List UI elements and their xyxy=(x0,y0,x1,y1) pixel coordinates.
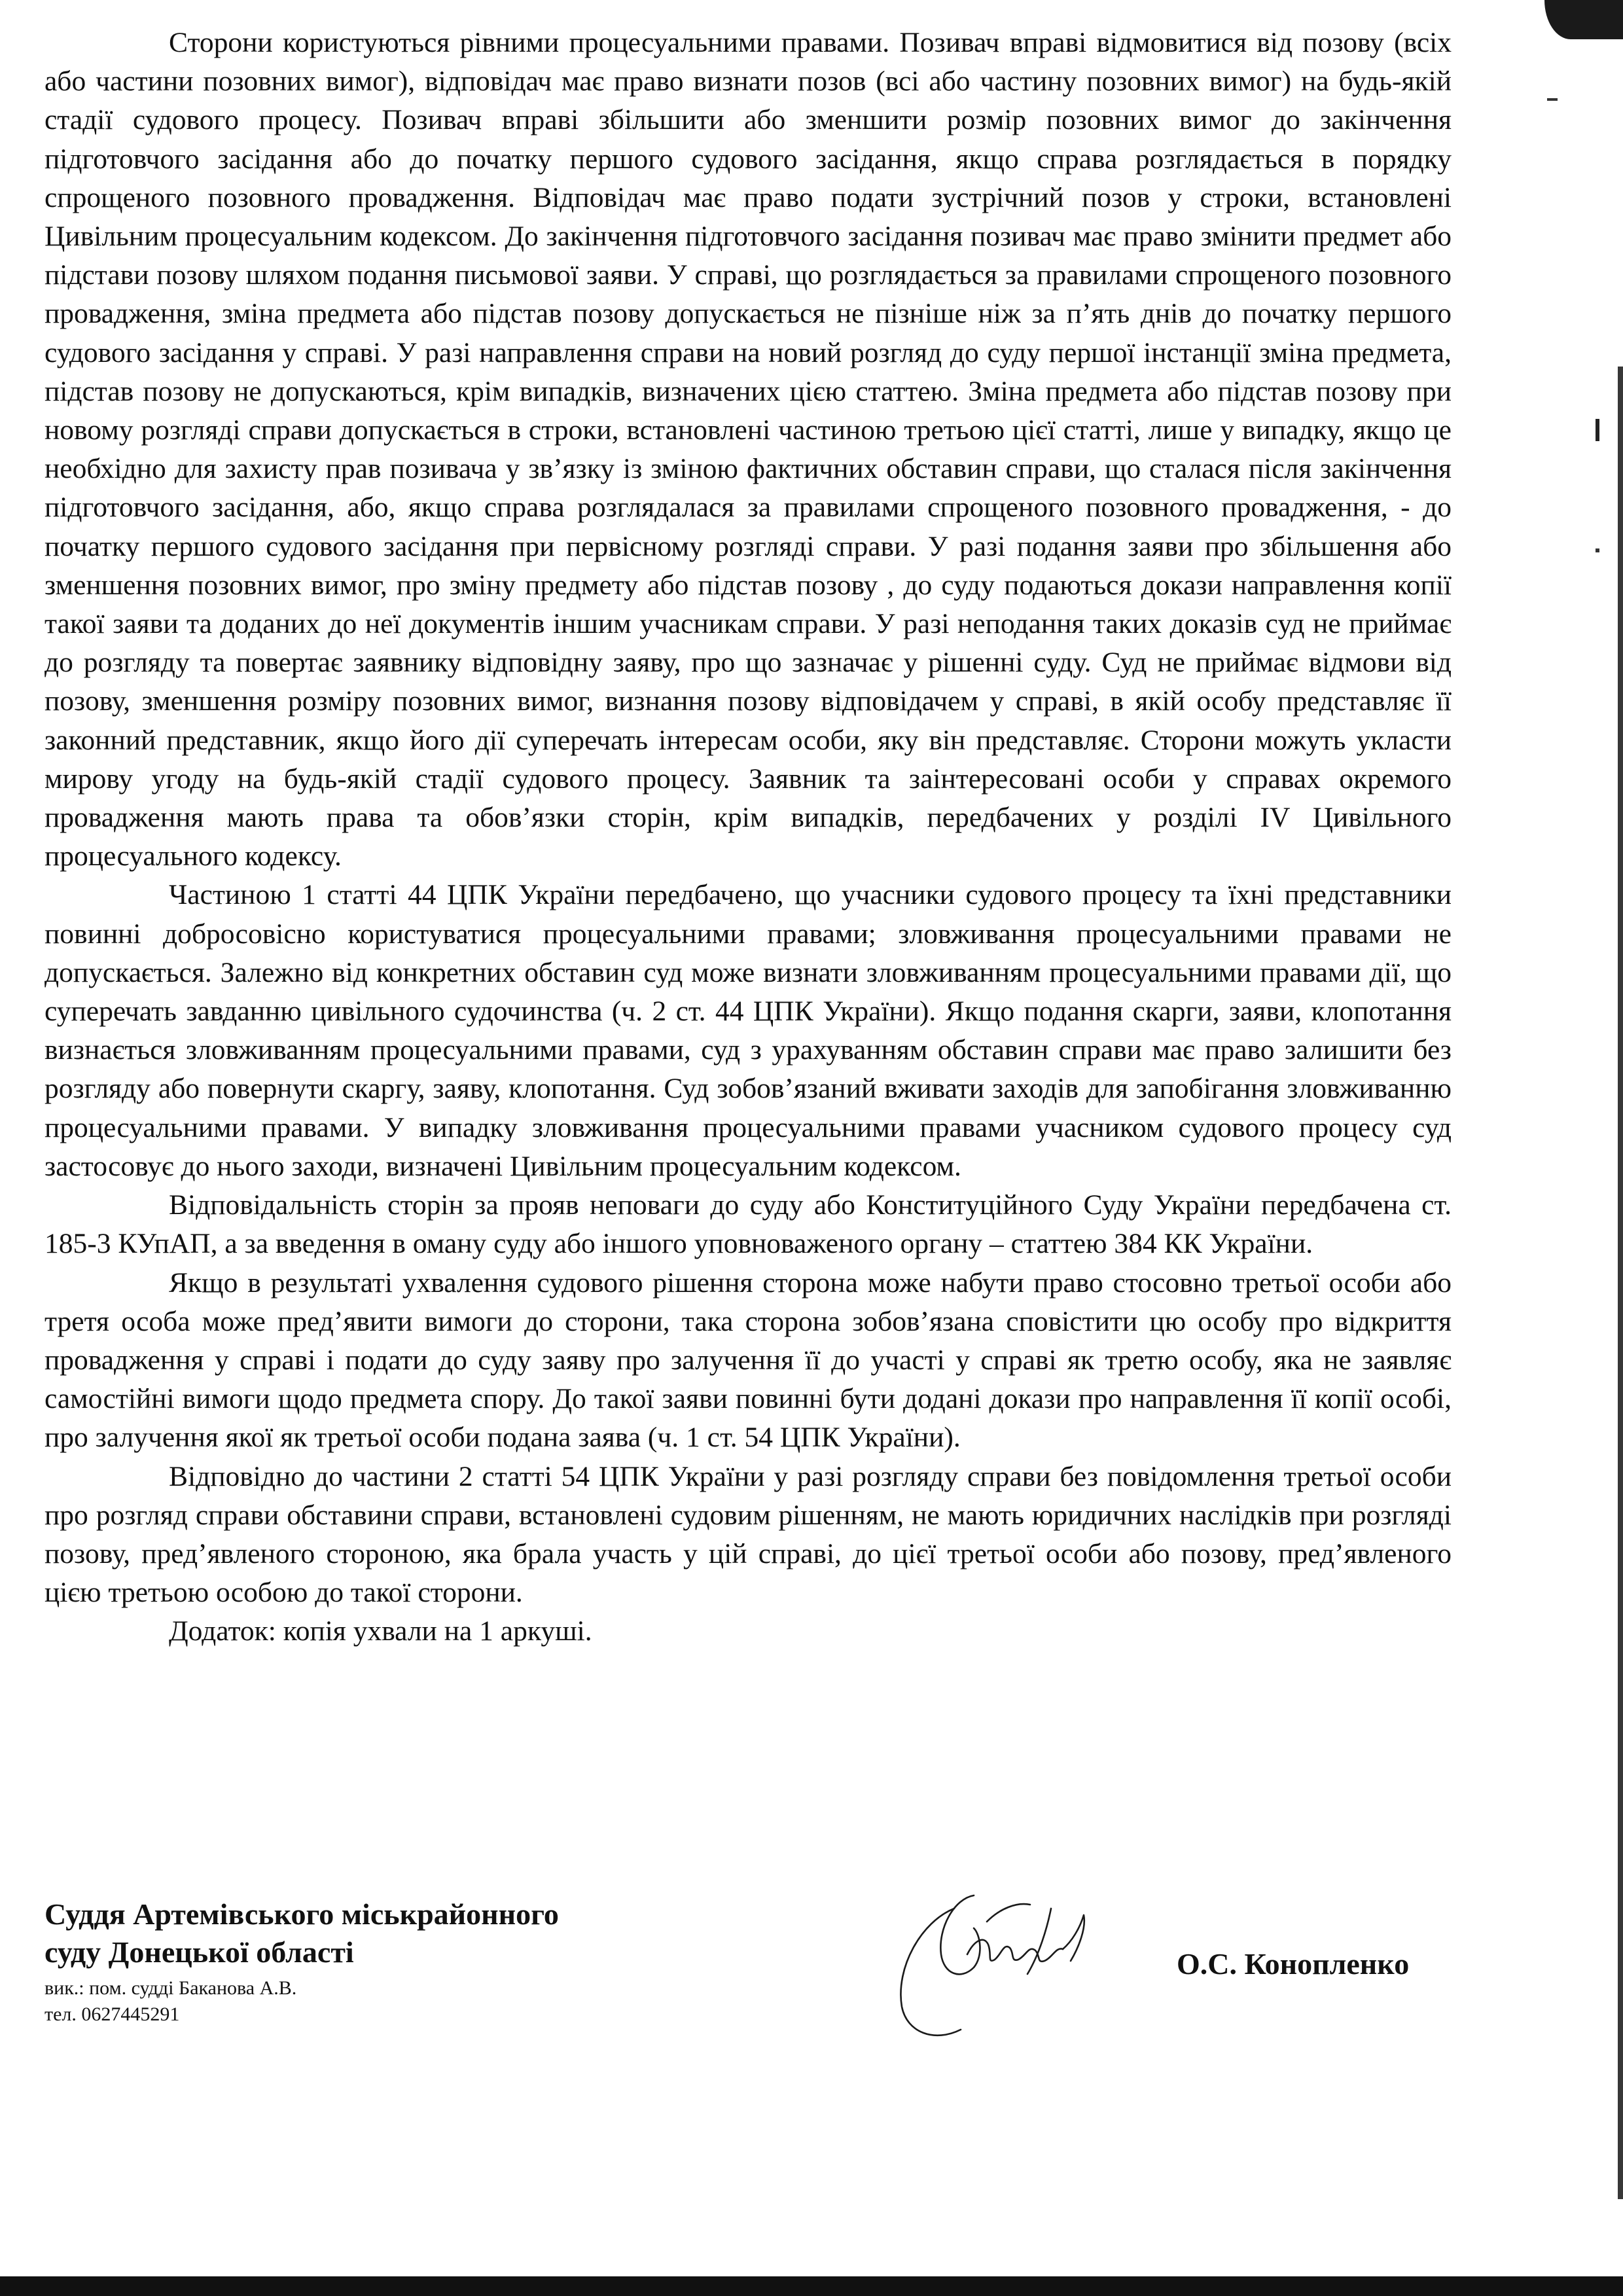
handwritten-signature xyxy=(876,1882,1111,2053)
scan-shadow-bottom xyxy=(0,2276,1623,2296)
scan-speck xyxy=(1596,548,1599,552)
paragraph-abuse-of-rights: Частиною 1 статті 44 ЦПК України передбачено, що учасники судового процесу та їхні представники повинні добросовісно користуватися процесуальними правами; зловживання процесуальними правами не допускається. Залежно від конкретних обставин суд може визнати зловживанням процесуальними правами дії, що суперечать завданню цивільного судочинства (ч. 2 ст. 44 ЦПК України). Якщо подання скарги, заяви, клопотання визнається зловживанням процесуальними правами, суд з урахуванням обставин справи має право залишити без розгляду або повернути скаргу, заяву, клопотання. Суд зобов’язаний вживати заходів для запобігання зловживанню процесуальними правами. У випадку зловживання процесуальними правами учасником судового процесу суд застосовує до нього заходи, визначені Цивільним процесуальним кодексом. xyxy=(45,879,1452,1182)
paragraph-procedural-rights: Сторони користуються рівними процесуальними правами. Позивач вправі відмовитися від позову (всіх або частини позовних вимог), відповідач має право визнати позов (всі або частину позовних вимог) на будь-якій стадії судового процесу. Позивач вправі збільшити або зменшити розмір позовних вимог до закінчення підготовчого засідання або до початку першого судового засідання, якщо справа розглядається в порядку спрощеного позовного провадження. Відповідач має право подати зустрічний позов у строки, встановлені Цивільним процесуальним кодексом. До закінчення підготовчого засідання позивач має право змінити предмет або підстави позову шляхом подання письмової заяви. У справі, що розглядається за правилами спрощеного позовного провадження, зміна предмета або підстав позову допускається не пізніше ніж за п’ять днів до початку першого судового засідання у справі. У разі направлення справи на новий розгляд до суду першої інстанції зміна предмета, підстав позову не допускаються, крім випадків, визначених цією статтею. Зміна предмета або підстав позову при новому розгляді справи допускається в строки, встановлені частиною третьою цієї статті, лише у випадку, якщо це необхідно для захисту прав позивача у зв’язку із зміною фактичних обставин справи, що сталася після закінчення підготовчого засідання, або, якщо справа розглядалася за правилами спрощеного позовного провадження, - до початку першого судового засідання при первісному розгляді справи. У разі подання заяви про збільшення або зменшення позовних вимог, про зміну предмету або підстав позову , до суду подаються докази направлення копії такої заяви та доданих до неї документів іншим учасникам справи. У разі неподання таких доказів суд не приймає до розгляду та повертає заявнику відповідну заяву, про що зазначає у рішенні суду. Суд не приймає відмови від позову, зменшення розміру позовних вимог, визнання позову відповідачем у справі, в якій особу представляє її законний представник, якщо його дії суперечать інтересам особи, яку він представляє. Сторони можуть укласти мирову угоду на будь-якій стадії судового процесу. Заявник та заінтересовані особи у справах окремого провадження мають права та обов’язки сторін, крім випадків, передбачених у розділі IV Цивільного процесуального кодексу. xyxy=(45,27,1452,872)
judge-title xyxy=(45,1895,699,1971)
executor-name: вик.: пом. судді Баканова А.В. xyxy=(45,1977,297,1999)
paragraph-third-party-consequences: Відповідно до частини 2 статті 54 ЦПК України у разі розгляду справи без повідомлення третьої особи про розгляд справи обставини справи, встановлені судовим рішенням, не мають юридичних наслідків при розгляді позову, пред’явленого стороною, яка брала участь у цій справі, до цієї третьої особи або позову, пред’явленого цією третьою особою до такої сторони. xyxy=(45,1460,1452,1609)
judge-title-line: суду Донецької області xyxy=(45,1935,354,1969)
scan-shadow-corner xyxy=(1544,0,1623,39)
judge-title-line: Суддя Артемівського міськрайонного xyxy=(45,1897,559,1931)
appendix-note: Додаток: копія ухвали на 1 аркуші. xyxy=(169,1615,592,1647)
scan-speck xyxy=(1596,419,1599,441)
executor-info xyxy=(45,1975,296,2028)
judge-name: О.С. Конопленко xyxy=(1177,1947,1410,1981)
paragraph-liability: Відповідальність сторін за прояв неповаги до суду або Конституційного Суду України передбачена ст. 185-3 КУпАП, а за введення в оману суду або іншого уповноваженого органу – статтею 384 КК України. xyxy=(45,1189,1452,1260)
signature-block xyxy=(45,1895,1484,2066)
paragraph-third-party-notice: Якщо в результаті ухвалення судового рішення сторона може набути право стосовно третьої особи або третя особа може пред’явити вимоги до сторони, така сторона зобов’язана сповістити цю особу про відкриття провадження у справі і подати до суду заяву про залучення її до участі у справі як третю особу, яка не заявляє самостійні вимоги щодо предмета спору. До такої заяви повинні бути додані докази про направлення її копії особі, про залучення якої як третьої особи подана заява (ч. 1 ст. 54 ЦПК України). xyxy=(45,1266,1452,1454)
scan-speck xyxy=(1547,98,1558,101)
document-body xyxy=(45,24,1452,1651)
scan-shadow-edge xyxy=(1618,367,1623,2199)
executor-phone: тел. 0627445291 xyxy=(45,2003,180,2025)
